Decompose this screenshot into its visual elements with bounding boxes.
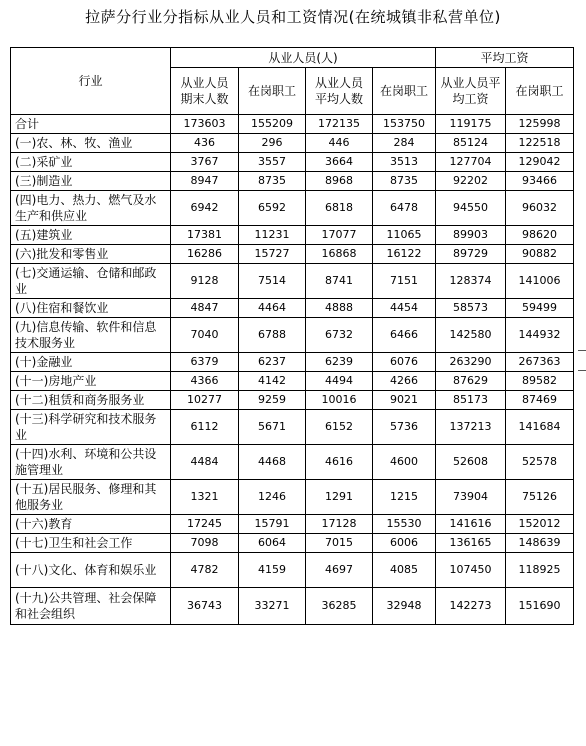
header-col-avg-wage: 从业人员平均工资 [436,68,506,115]
cell-value: 10016 [306,391,373,410]
cell-value: 107450 [436,553,506,588]
cell-value: 75126 [506,480,574,515]
industry-name: (十三)科学研究和技术服务业 [11,410,171,445]
cell-value: 6478 [373,191,436,226]
cell-value: 1321 [171,480,239,515]
cell-value: 52578 [506,445,574,480]
cell-value: 92202 [436,172,506,191]
table-row [11,515,574,534]
cell-value: 52608 [436,445,506,480]
cell-value: 94550 [436,191,506,226]
header-col-onpost-wage: 在岗职工 [506,68,574,115]
table-row [11,445,574,480]
table-row [11,245,574,264]
cell-value: 87469 [506,391,574,410]
cell-value: 137213 [436,410,506,445]
cell-value: 1291 [306,480,373,515]
industry-name: (二)采矿业 [11,153,171,172]
header-group-employed: 从业人员(人) [171,48,436,68]
cell-value: 4454 [373,299,436,318]
cell-value: 6152 [306,410,373,445]
industry-name: (五)建筑业 [11,226,171,245]
cell-value: 96032 [506,191,574,226]
cell-value: 89729 [436,245,506,264]
cell-value: 7098 [171,534,239,553]
cell-value: 173603 [171,115,239,134]
industry-name: 合计 [11,115,171,134]
cell-value: 3513 [373,153,436,172]
header-col-onpost: 在岗职工 [239,68,306,115]
cell-value: 6379 [171,353,239,372]
cell-value: 4888 [306,299,373,318]
table-row [11,299,574,318]
cell-value: 32948 [373,588,436,625]
cell-value: 141684 [506,410,574,445]
cell-value: 122518 [506,134,574,153]
industry-name: (八)住宿和餐饮业 [11,299,171,318]
cell-value: 4085 [373,553,436,588]
cell-value: 11065 [373,226,436,245]
cell-value: 141006 [506,264,574,299]
industry-name: (十八)文化、体育和娱乐业 [11,553,171,588]
cell-value: 4366 [171,372,239,391]
cell-value: 446 [306,134,373,153]
cell-value: 36285 [306,588,373,625]
cell-value: 15791 [239,515,306,534]
cell-value: 8735 [373,172,436,191]
cell-value: 6064 [239,534,306,553]
cell-value: 9259 [239,391,306,410]
cell-value: 4600 [373,445,436,480]
industry-name: (三)制造业 [11,172,171,191]
header-col-average: 从业人员平均人数 [306,68,373,115]
cell-value: 128374 [436,264,506,299]
cell-value: 172135 [306,115,373,134]
industry-name: (十二)租赁和商务服务业 [11,391,171,410]
cell-value: 10277 [171,391,239,410]
table-row [11,553,574,588]
cell-value: 8968 [306,172,373,191]
cell-value: 59499 [506,299,574,318]
header-col-onpost: 在岗职工 [373,68,436,115]
cell-value: 4697 [306,553,373,588]
cell-value: 4484 [171,445,239,480]
cell-value: 6239 [306,353,373,372]
cell-value: 15530 [373,515,436,534]
cell-value: 6006 [373,534,436,553]
cell-value: 6942 [171,191,239,226]
cell-value: 153750 [373,115,436,134]
cell-value: 4468 [239,445,306,480]
cell-value: 142580 [436,318,506,353]
cell-value: 136165 [436,534,506,553]
cell-value: 141616 [436,515,506,534]
industry-name: (十九)公共管理、社会保障和社会组织 [11,588,171,625]
cell-value: 4266 [373,372,436,391]
cell-value: 5736 [373,410,436,445]
cell-value: 85124 [436,134,506,153]
cell-value: 9128 [171,264,239,299]
cell-value: 436 [171,134,239,153]
cell-value: 8735 [239,172,306,191]
cell-value: 155209 [239,115,306,134]
cell-value: 4142 [239,372,306,391]
cell-value: 16122 [373,245,436,264]
employment-wage-table [10,47,574,625]
cell-value: 7040 [171,318,239,353]
cell-value: 9021 [373,391,436,410]
cell-value: 4847 [171,299,239,318]
cell-value: 152012 [506,515,574,534]
cell-value: 6788 [239,318,306,353]
table-row [11,115,574,134]
cell-value: 7151 [373,264,436,299]
table-row [11,226,574,245]
cell-value: 1246 [239,480,306,515]
industry-name: (七)交通运输、仓储和邮政业 [11,264,171,299]
cell-value: 3557 [239,153,306,172]
table-row [11,134,574,153]
cell-value: 16286 [171,245,239,264]
cell-value: 6076 [373,353,436,372]
cell-value: 98620 [506,226,574,245]
industry-name: (十六)教育 [11,515,171,534]
industry-name: (十五)居民服务、修理和其他服务业 [11,480,171,515]
cell-value: 8947 [171,172,239,191]
cell-value: 4782 [171,553,239,588]
cell-value: 17245 [171,515,239,534]
table-row [11,172,574,191]
cell-value: 142273 [436,588,506,625]
industry-name: (十一)房地产业 [11,372,171,391]
cell-value: 151690 [506,588,574,625]
cell-value: 7015 [306,534,373,553]
cell-value: 3767 [171,153,239,172]
table-row [11,153,574,172]
table-row [11,588,574,625]
header-col-period-end: 从业人员期末人数 [171,68,239,115]
industry-name: (十)金融业 [11,353,171,372]
table-row [11,372,574,391]
cell-value: 3664 [306,153,373,172]
cell-value: 267363 [506,353,574,372]
cell-value: 87629 [436,372,506,391]
cell-value: 4464 [239,299,306,318]
cell-value: 15727 [239,245,306,264]
edge-mark [578,370,586,371]
cell-value: 6466 [373,318,436,353]
cell-value: 263290 [436,353,506,372]
industry-name: (四)电力、热力、燃气及水生产和供应业 [11,191,171,226]
industry-name: (一)农、林、牧、渔业 [11,134,171,153]
cell-value: 85173 [436,391,506,410]
cell-value: 17077 [306,226,373,245]
cell-value: 127704 [436,153,506,172]
header-group-wage: 平均工资 [436,48,574,68]
cell-value: 7514 [239,264,306,299]
industry-name: (六)批发和零售业 [11,245,171,264]
table-row [11,534,574,553]
cell-value: 73904 [436,480,506,515]
industry-name: (九)信息传输、软件和信息技术服务业 [11,318,171,353]
cell-value: 93466 [506,172,574,191]
header-industry: 行业 [11,48,171,115]
cell-value: 6112 [171,410,239,445]
cell-value: 296 [239,134,306,153]
cell-value: 144932 [506,318,574,353]
cell-value: 284 [373,134,436,153]
industry-name: (十四)水利、环境和公共设施管理业 [11,445,171,480]
cell-value: 129042 [506,153,574,172]
cell-value: 4159 [239,553,306,588]
cell-value: 5671 [239,410,306,445]
table-row [11,191,574,226]
table-row [11,264,574,299]
edge-mark [578,350,586,351]
cell-value: 17381 [171,226,239,245]
table-row [11,318,574,353]
cell-value: 58573 [436,299,506,318]
cell-value: 11231 [239,226,306,245]
cell-value: 125998 [506,115,574,134]
cell-value: 8741 [306,264,373,299]
cell-value: 6732 [306,318,373,353]
cell-value: 6818 [306,191,373,226]
cell-value: 16868 [306,245,373,264]
cell-value: 90882 [506,245,574,264]
cell-value: 6592 [239,191,306,226]
cell-value: 36743 [171,588,239,625]
cell-value: 17128 [306,515,373,534]
cell-value: 4494 [306,372,373,391]
table-row [11,353,574,372]
cell-value: 119175 [436,115,506,134]
table-row [11,391,574,410]
cell-value: 118925 [506,553,574,588]
cell-value: 89903 [436,226,506,245]
cell-value: 148639 [506,534,574,553]
cell-value: 1215 [373,480,436,515]
cell-value: 33271 [239,588,306,625]
industry-name: (十七)卫生和社会工作 [11,534,171,553]
cell-value: 6237 [239,353,306,372]
cell-value: 4616 [306,445,373,480]
cell-value: 89582 [506,372,574,391]
table-title: 拉萨分行业分指标从业人员和工资情况(在统城镇非私营单位) [85,8,501,26]
table-row [11,480,574,515]
table-row [11,410,574,445]
